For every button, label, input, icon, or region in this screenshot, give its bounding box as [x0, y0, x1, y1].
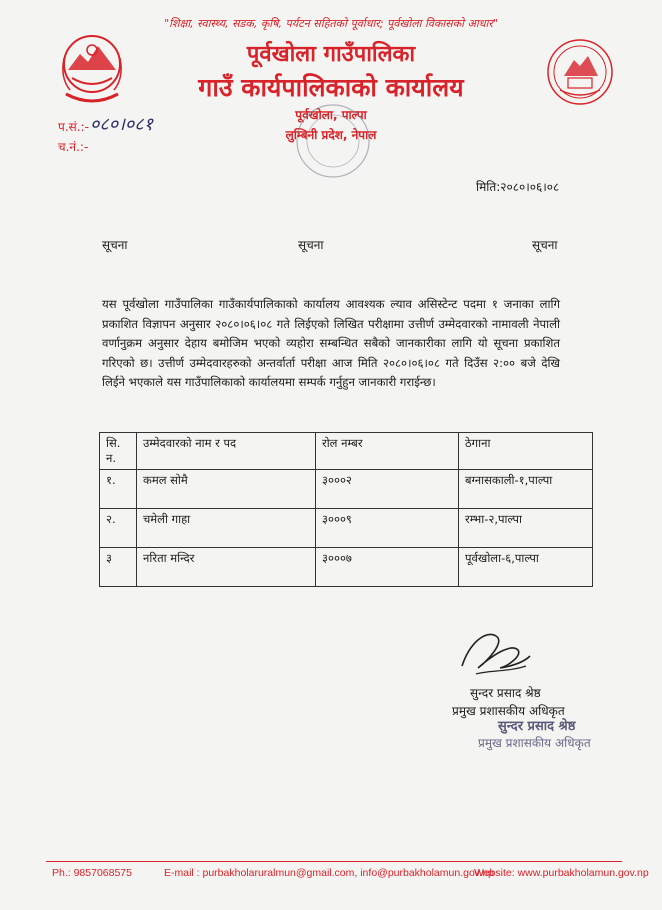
cell-sn: १.	[100, 470, 137, 509]
header-motto: "शिक्षा, स्वास्थ्य, सडक, कृषि, पर्यटन सहितको पूर्वाधार; पूर्वखोला विकासको आधार"	[164, 17, 498, 30]
notice-label-left: सूचना	[102, 238, 128, 252]
notice-label-right: सूचना	[532, 238, 558, 252]
notice-body: यस पूर्वखोला गाउँपालिका गाउँकार्यपालिकाको कार्यालय आवश्यक ल्याव असिस्टेन्ट पदमा १ जनाका लागि प्रकाशित विज्ञापन अनुसार २०८०।०६।०८ गते लिईएको लिखित परीक्षामा उत्तीर्ण उम्मेदवारको नामावली नेपाली वर्णानुक्रम अनुसार देहाय बमोजिम भएको व्यहोरा सम्बन्धित सबैको जानकारीका लागि यो सूचना प्रकाशित गरिएको छ। उत्तीर्ण उम्मेदवारहरुको अन्तर्वार्ता परीक्षा आज मिति २०८०।०६।०८ गते दिउँस २:०० बजे देखि लिईने भएकाले यस गाउँपालिकाको कार्यालयमा सम्पर्क गर्नुहुन जानकारी गराईन्छ।	[102, 297, 560, 390]
signature-icon	[456, 622, 534, 678]
letter-date: मिति:२०८०।०६।०८	[476, 180, 560, 194]
table-row	[100, 509, 593, 548]
notice-label-center: सूचना	[298, 238, 324, 252]
municipality-name: पूर्वखोला गाउँपालिका	[246, 42, 416, 67]
footer-divider	[46, 861, 622, 862]
header-name: उम्मेदवारको नाम र पद	[137, 433, 316, 470]
table-row	[100, 548, 593, 587]
patra-sankhya-label: प.सं.:-	[58, 120, 89, 134]
office-name: गाउँ कार्यपालिकाको कार्यालय	[198, 73, 464, 102]
cell-roll: ३०००२	[316, 470, 459, 509]
footer-website: Website: www.purbakholamun.gov.np	[474, 867, 649, 879]
cell-address: बग्नासकाली-१,पाल्पा	[459, 470, 593, 509]
chalani-number-label: च.नं.:-	[58, 140, 89, 154]
table-header-row	[100, 433, 593, 470]
cell-roll: ३०००९	[316, 509, 459, 548]
patra-sankhya-value: ०८०।०८१	[90, 114, 153, 135]
stamp-signatory-name: सुन्दर प्रसाद श्रेष्ठ	[498, 719, 576, 734]
address-line-2: लुम्बिनी प्रदेश, नेपाल	[285, 128, 377, 142]
signatory-name: सुन्दर प्रसाद श्रेष्ठ	[470, 686, 541, 700]
cell-roll: ३०००७	[316, 548, 459, 587]
address-line-1: पूर्वखोला, पाल्पा	[295, 108, 367, 122]
footer-email: E-mail : purbakholaruralmun@gmail.com, info@purbakholamun.gov.np	[164, 867, 494, 879]
header-address: ठेगाना	[459, 433, 593, 470]
stamp-signatory-title: प्रमुख प्रशासकीय अधिकृत	[478, 736, 591, 750]
office-stamp-icon	[292, 100, 374, 182]
cell-sn: ३	[100, 548, 137, 587]
cell-name: चमेली गाहा	[137, 509, 316, 548]
cell-name: कमल सोमै	[137, 470, 316, 509]
cell-name: नरिता मन्दिर	[137, 548, 316, 587]
footer-phone: Ph.: 9857068575	[52, 867, 132, 879]
cell-address: पूर्वखोला-६,पाल्पा	[459, 548, 593, 587]
table-row	[100, 470, 593, 509]
signatory-title: प्रमुख प्रशासकीय अधिकृत	[452, 704, 565, 718]
header-roll: रोल नम्बर	[316, 433, 459, 470]
candidate-table	[99, 432, 593, 587]
header-sn: सि. न.	[100, 433, 137, 470]
cell-address: रम्भा-२,पाल्पा	[459, 509, 593, 548]
cell-sn: २.	[100, 509, 137, 548]
